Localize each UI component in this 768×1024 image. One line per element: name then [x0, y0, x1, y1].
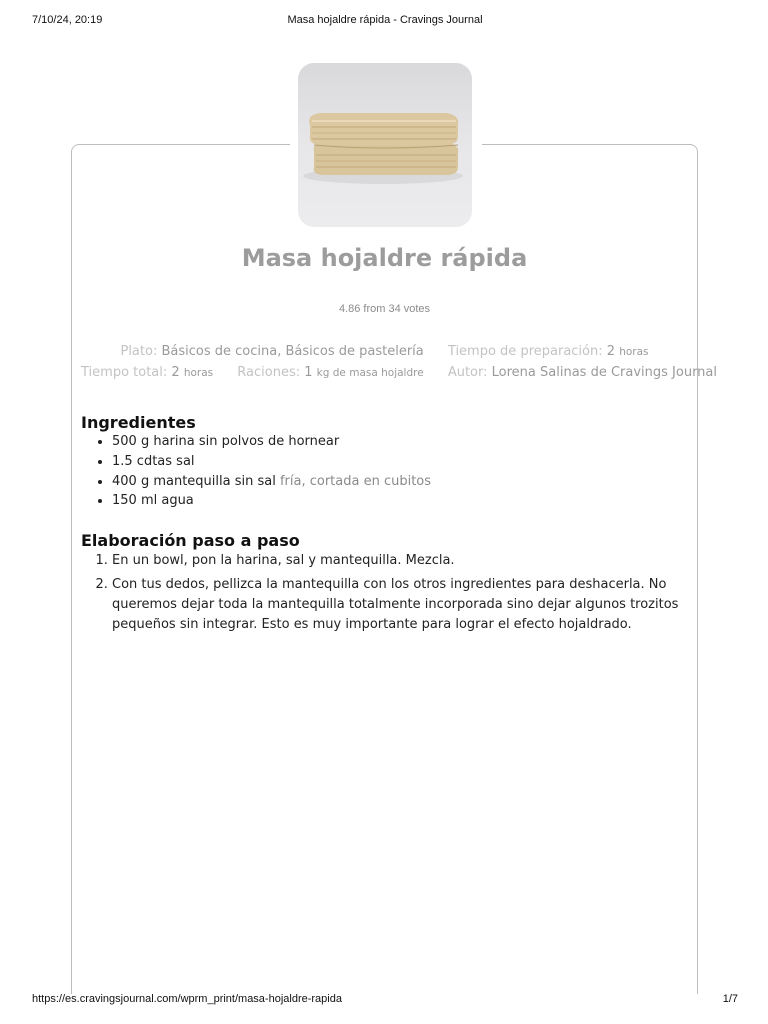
meta-prep-time — [448, 344, 649, 359]
recipe-meta-row-1 — [71, 344, 698, 359]
meta-total-label: Tiempo total: — [81, 365, 168, 380]
meta-author-value: Lorena Salinas de Cravings Journal — [491, 365, 718, 380]
meta-prep-value: 2 — [606, 344, 616, 359]
meta-servings-value: 1 — [304, 365, 313, 380]
ingredient-item — [112, 472, 712, 492]
step-item: 1. En un bowl, pon la harina, sal y mantequilla. Mezcla. — [112, 551, 692, 571]
ingredient-item — [112, 452, 712, 472]
meta-total-unit: horas — [183, 367, 214, 379]
meta-course-value: Básicos de cocina, Básicos de pastelería — [161, 344, 424, 359]
ingredient-text: 500 g harina sin polvos de hornear — [112, 434, 340, 449]
print-page-number: 1/7 — [722, 993, 738, 1005]
meta-prep-unit: horas — [619, 346, 649, 358]
print-document-title: Masa hojaldre rápida - Cravings Journal — [287, 14, 483, 26]
ingredient-item — [112, 432, 712, 452]
meta-servings-unit: kg de masa hojaldre — [316, 367, 424, 379]
meta-author — [448, 365, 717, 380]
ingredient-text: 150 ml agua — [112, 493, 194, 509]
meta-servings-label: Raciones: — [237, 365, 301, 380]
meta-total-value: 2 — [171, 365, 180, 380]
recipe-title: Masa hojaldre rápida — [241, 244, 528, 272]
steps-heading: Elaboración paso a paso — [81, 531, 300, 550]
print-header — [32, 14, 738, 30]
meta-prep-label: Tiempo de preparación: — [447, 344, 603, 359]
meta-course — [120, 344, 427, 359]
meta-course-label: Plato: — [120, 344, 158, 359]
ingredient-text: 400 g mantequilla sin sal — [112, 473, 276, 489]
ingredient-item — [112, 491, 712, 511]
print-date: 7/10/24, 20:19 — [32, 14, 103, 26]
recipe-rating: 4.86 from 34 votes — [338, 303, 431, 315]
step-item: 2. Con tus dedos, pellizca la mantequilla con los otros ingredientes para deshacerla. No queremos dejar toda la mantequilla totalmente incorporada sino dejar algunos trozitos pequeños sin integrar. Esto es muy importante para lograr el efecto hojaldrado. — [112, 575, 692, 635]
recipe-image — [298, 63, 472, 227]
meta-servings — [237, 365, 428, 380]
print-url[interactable]: https://es.cravingsjournal.com/wprm_print/masa-hojaldre-rapida — [32, 993, 342, 1005]
meta-total-time — [81, 365, 217, 380]
puff-pastry-photo — [298, 63, 472, 227]
ingredient-note: fría, cortada en cubitos — [279, 473, 432, 489]
meta-author-label: Autor: — [447, 365, 488, 380]
ingredient-text: 1.5 cdtas sal — [112, 453, 195, 469]
ingredients-list — [81, 432, 712, 511]
recipe-meta-row-2 — [71, 365, 718, 380]
ingredients-heading: Ingredientes — [81, 413, 196, 432]
print-footer — [32, 993, 738, 1009]
steps-list — [81, 551, 692, 639]
